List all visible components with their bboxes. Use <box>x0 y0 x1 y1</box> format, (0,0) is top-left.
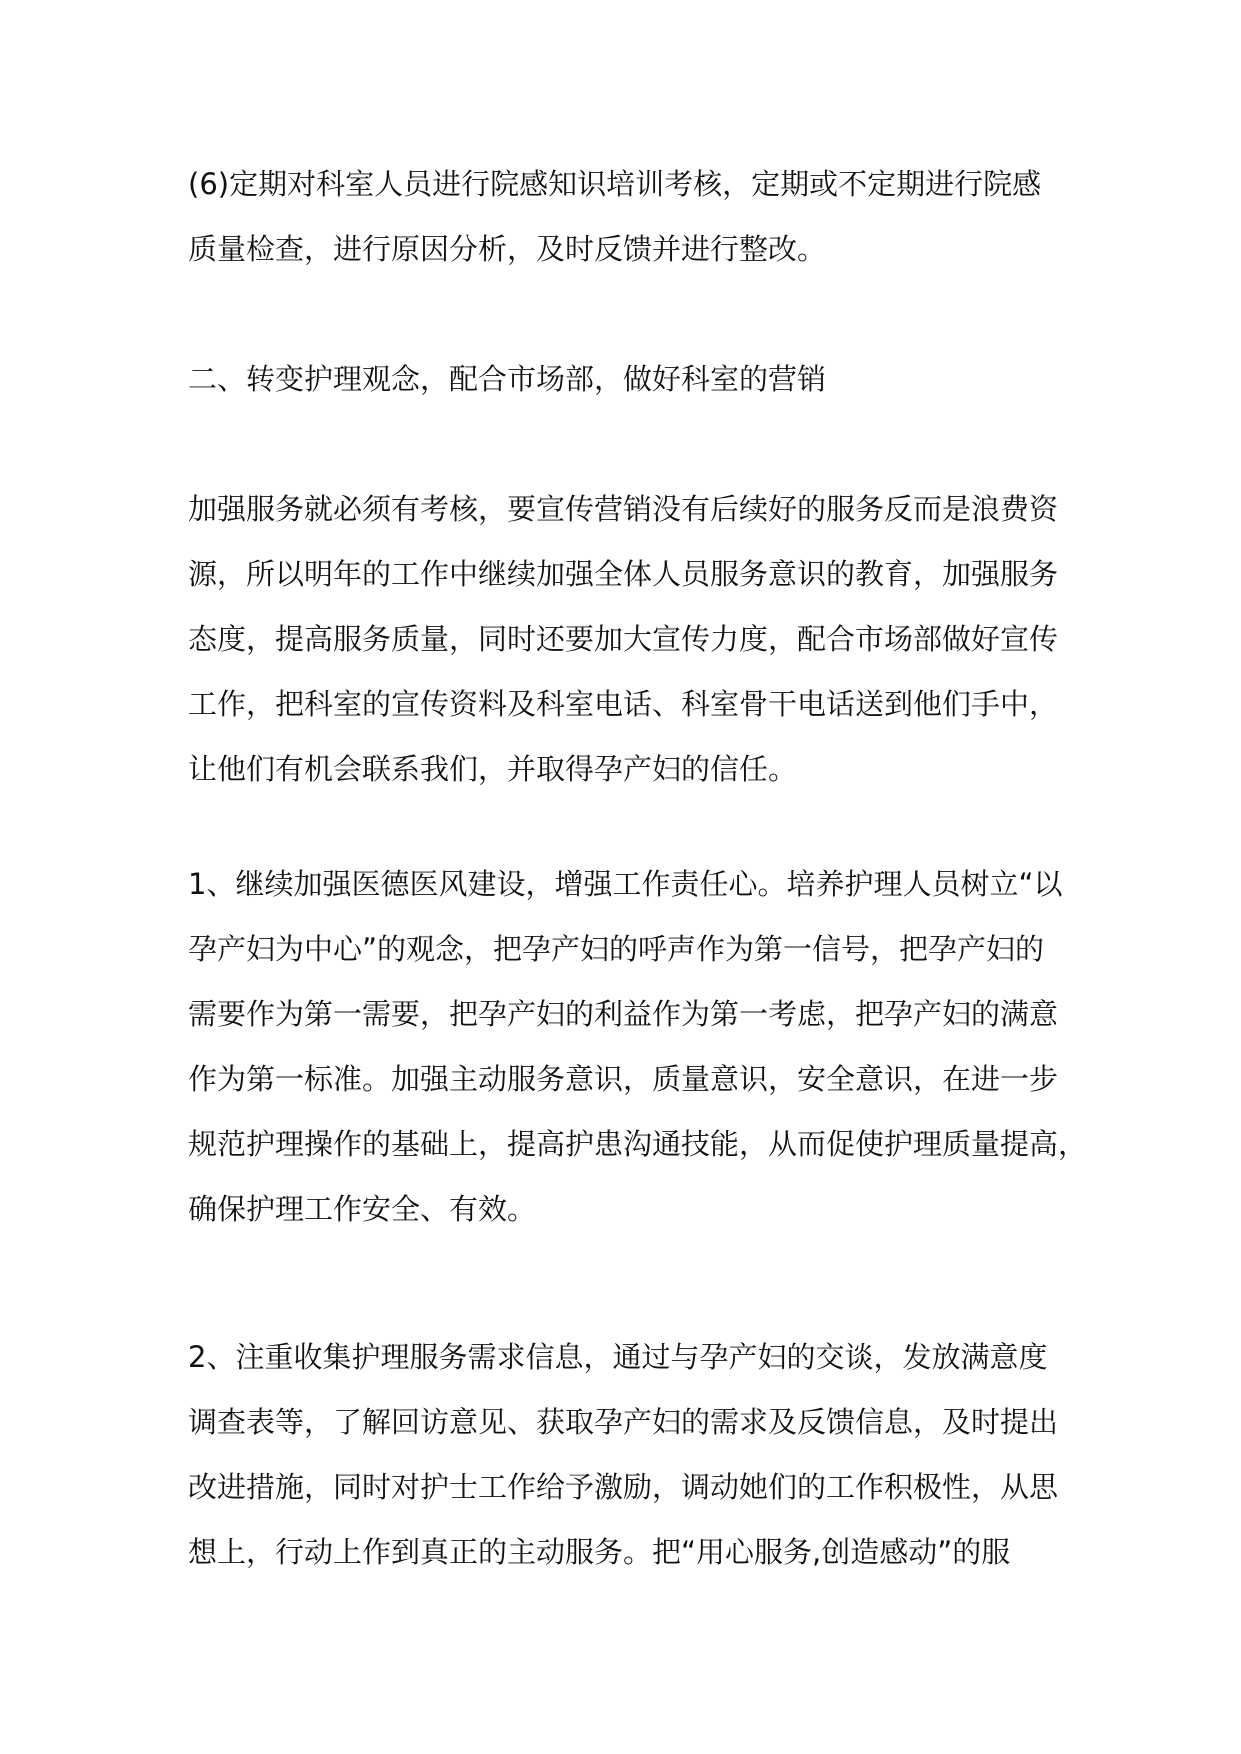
text-line: 孕产妇为中心”的观念，把孕产妇的呼声作为第一信号，把孕产妇的 <box>188 932 1045 966</box>
text-line: 调查表等，了解回访意见、获取孕产妇的需求及反馈信息，及时提出 <box>188 1405 1059 1439</box>
text-line: 想上，行动上作到真正的主动服务。把“用心服务,创造感动”的服 <box>188 1535 1011 1569</box>
paragraph-item-2 <box>188 1325 1058 1585</box>
text-line: 作为第一标准。加强主动服务意识，质量意识，安全意识，在进一步 <box>188 1062 1059 1096</box>
section-heading-text: 二、转变护理观念，配合市场部，做好科室的营销 <box>188 362 827 396</box>
text-line: 规范护理操作的基础上，提高护患沟通技能，从而促使护理质量提高， <box>188 1127 1088 1161</box>
text-line: 加强服务就必须有考核，要宣传营销没有后续好的服务反而是浪费资 <box>188 492 1059 526</box>
text-line: 1、继续加强医德医风建设，增强工作责任心。培养护理人员树立“以 <box>188 867 1063 901</box>
text-line: 源，所以明年的工作中继续加强全体人员服务意识的教育，加强服务 <box>188 557 1059 591</box>
text-line: 2、注重收集护理服务需求信息，通过与孕产妇的交谈，发放满意度 <box>188 1340 1048 1374</box>
text-line: 确保护理工作安全、有效。 <box>188 1192 537 1226</box>
text-line: 改进措施，同时对护士工作给予激励，调动她们的工作积极性，从思 <box>188 1470 1059 1504</box>
text-line: 态度，提高服务质量，同时还要加大宣传力度，配合市场部做好宣传 <box>188 622 1059 656</box>
text-line: 需要作为第一需要，把孕产妇的利益作为第一考虑，把孕产妇的满意 <box>188 997 1059 1031</box>
text-line: 工作，把科室的宣传资料及科室电话、科室骨干电话送到他们手中， <box>188 687 1059 721</box>
text-line: 让他们有机会联系我们，并取得孕产妇的信任。 <box>188 752 798 786</box>
paragraph-service-assessment <box>188 477 1058 802</box>
paragraph-infection-training <box>188 152 1058 282</box>
paragraph-item-1 <box>188 852 1088 1242</box>
text-line: 质量检查，进行原因分析，及时反馈并进行整改。 <box>188 232 827 266</box>
section-heading <box>188 347 1058 412</box>
text-line: (6)定期对科室人员进行院感知识培训考核，定期或不定期进行院感 <box>188 167 1042 201</box>
